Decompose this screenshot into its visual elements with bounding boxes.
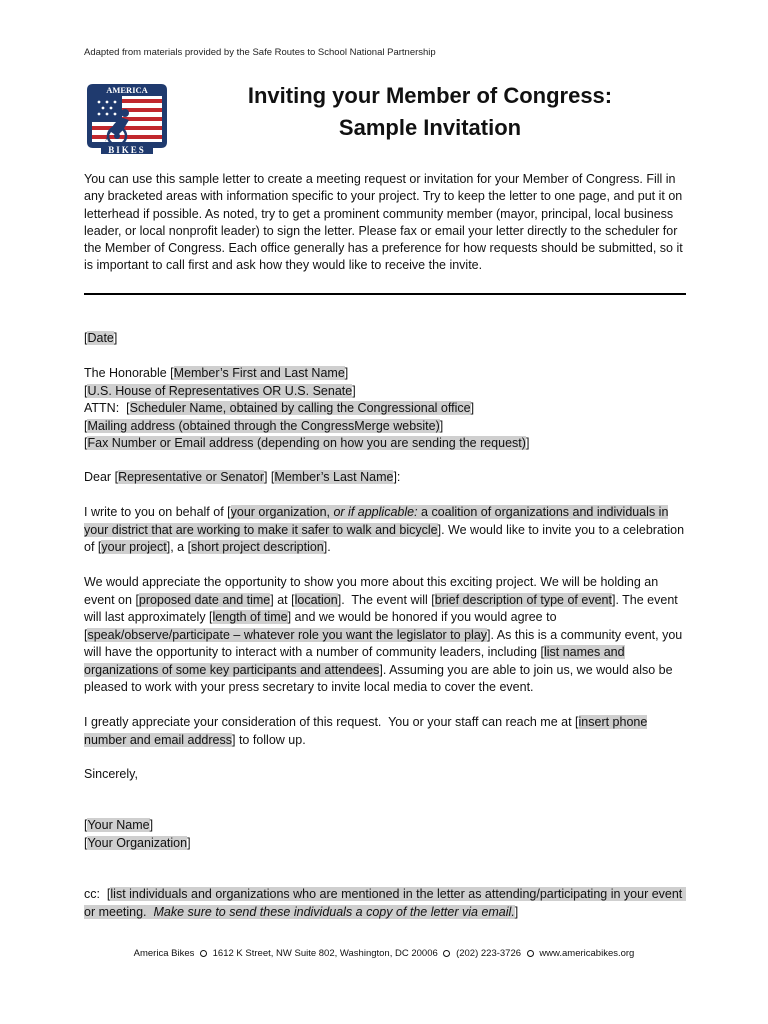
footer-website[interactable]: www.americabikes.org [539, 948, 635, 959]
footer [0, 948, 768, 959]
footer-org: America Bikes [133, 948, 195, 959]
america-bikes-logo [83, 80, 171, 164]
date-placeholder: Date [87, 331, 114, 345]
closing: Sincerely, [84, 767, 138, 781]
title-line-2: Sample Invitation [338, 115, 522, 140]
address-line-name: The Honorable [Member’s First and Last Name] [84, 366, 349, 380]
address-block [84, 365, 689, 453]
title-line-1: Inviting your Member of Congress: [247, 83, 613, 108]
letter-paragraph-3: I greatly appreciate your consideration of this request. You or your staff can reach me at [insert phone number and email address] to follow up. [84, 715, 648, 747]
address-line-chamber: [U.S. House of Representatives OR U.S. Senate] [84, 383, 356, 398]
intro-paragraph: You can use this sample letter to create a meeting request or invitation for your Member of Congress. Fill in any bracketed areas with information specific to your project. Try to keep the letter to one page, and put it on letterhead if possible. As noted, try to get a prominent community member (mayor, principal, local business leader, or local nonprofit leader) to sign the letter. Please fax or email your letter directly to the scheduler for the Member of Congress. Each office generally has a preference for how requests should be submitted, so it is important to call first and ask how they would like to receive the invite. [84, 172, 683, 273]
header-note: Adapted from materials provided by the Safe Routes to School National Partnership [84, 47, 436, 58]
salutation: Dear [Representative or Senator] [Member’s Last Name]: [84, 470, 401, 484]
footer-address: 1612 K Street, NW Suite 802, Washington, DC 20006 [212, 948, 438, 959]
bullet-icon [443, 950, 450, 957]
letter-paragraph-1: I write to you on behalf of [your organization, or if applicable: a coalition of organizations and individuals in your district that are working to make it safer to walk and bicycle]. We would like to invite you to a celebration of [your project], a [short project description]. [84, 505, 685, 554]
bullet-icon [527, 950, 534, 957]
date-line: [Date] [84, 331, 118, 345]
page-title [190, 80, 670, 144]
signature-block [84, 817, 689, 852]
address-line-mailing: [Mailing address (obtained through the CongressMerge website)] [84, 418, 444, 433]
signature-org: [Your Organization] [84, 835, 191, 850]
bullet-icon [200, 950, 207, 957]
footer-phone: (202) 223-3726 [456, 948, 522, 959]
address-line-fax: [Fax Number or Email address (depending on how you are sending the request)] [84, 436, 530, 450]
cc-line: cc: [list individuals and organizations who are mentioned in the letter as attending/participating in your event or meeting. Make sure to send these individuals a copy of the letter via email.] [84, 887, 686, 919]
svg-text:BIKES: BIKES [108, 145, 146, 155]
letter-paragraph-2: We would appreciate the opportunity to show you more about this exciting project. We will be holding an event on [proposed date and time] at [location]. The event will [brief description of type of event]. The event will last approximately [length of time] and we would be honored if you would agree to [speak/observe/participate – whatever role you want the legislator to play]. As this is a community event, you will have the opportunity to interact with a number of community leaders, including [list names and organizations of some key participants and attendees]. Assuming you are able to join us, we would also be pleased to work with your press secretary to invite local media to cover the event. [84, 575, 683, 694]
signature-name: [Your Name] [84, 818, 154, 832]
svg-text:AMERICA: AMERICA [106, 85, 148, 95]
divider-rule [84, 293, 686, 295]
address-line-attn: ATTN: [Scheduler Name, obtained by calling the Congressional office] [84, 401, 475, 415]
